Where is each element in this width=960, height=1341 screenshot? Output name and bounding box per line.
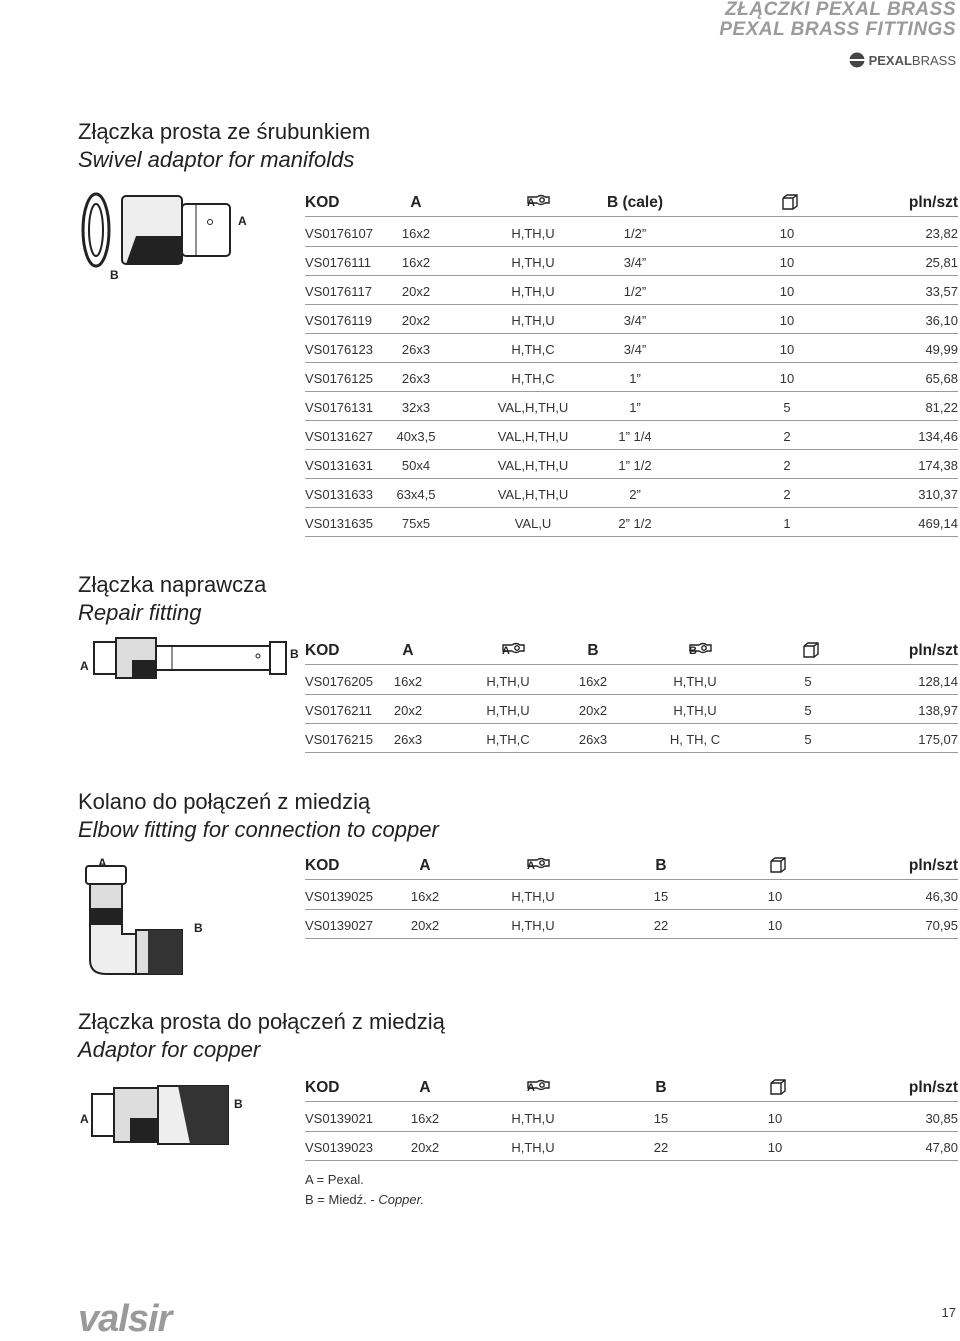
header-cell-5: pln/szt — [908, 857, 958, 874]
note-b-text: B = Miedź. - — [305, 1192, 379, 1207]
table-cell: 81,22 — [925, 400, 958, 415]
table-header — [305, 856, 958, 876]
table-cell: 22 — [653, 918, 669, 933]
table-cell: 3/4” — [623, 255, 647, 270]
table-cell: 1/2” — [623, 284, 647, 299]
header-title-pl: ZŁĄCZKI PEXAL BRASS — [725, 0, 956, 20]
header-cell-1: A — [402, 642, 414, 659]
table-cell: VAL,U — [514, 516, 552, 531]
table-cell: 47,80 — [925, 1140, 958, 1155]
table-divider — [305, 391, 958, 392]
header-cell-1: A — [419, 857, 431, 874]
table-cell: 33,57 — [925, 284, 958, 299]
table-cell: H,TH,U — [511, 255, 555, 270]
table-cell: 46,30 — [925, 889, 958, 904]
table-cell: VAL,H,TH,U — [497, 458, 569, 473]
table-cell: VAL,H,TH,U — [497, 400, 569, 415]
header-cell-2 — [527, 193, 535, 211]
table-row — [305, 487, 958, 507]
table-cell: VS0131633 — [305, 487, 373, 502]
table-header — [305, 193, 958, 213]
elbow-fitting-image — [76, 864, 196, 980]
section-4-title-pl: Złączka prosta do połączeń z miedzią — [78, 1009, 445, 1034]
section-4-label-b: B — [234, 1097, 243, 1111]
section-3-title-en: Elbow fitting for connection to copper — [78, 817, 439, 842]
wrench-icon — [527, 1078, 551, 1097]
header-cell-3: B — [587, 642, 599, 659]
table-divider — [305, 938, 958, 939]
table-cell: 469,14 — [918, 516, 958, 531]
tool-label: A — [502, 645, 510, 657]
table-cell: VS0139025 — [305, 889, 373, 904]
table-row — [305, 458, 958, 478]
table-cell: 10 — [767, 1140, 783, 1155]
table-cell: 49,99 — [925, 342, 958, 357]
table-cell: 2 — [783, 487, 791, 502]
wrench-icon — [689, 641, 713, 660]
table-header — [305, 641, 958, 661]
table-divider — [305, 507, 958, 508]
table-cell: 2” — [629, 487, 641, 502]
table-cell: 10 — [779, 342, 795, 357]
table-cell: 5 — [804, 732, 812, 747]
table-cell: 1” — [629, 371, 641, 386]
table-cell: VS0139027 — [305, 918, 373, 933]
header-cell-1: A — [419, 1079, 431, 1096]
section-3-title-pl: Kolano do połączeń z miedzią — [78, 789, 371, 814]
copper-adaptor-image — [90, 1080, 234, 1150]
table-cell: 1 — [783, 516, 791, 531]
table-divider — [305, 752, 958, 753]
section-2-table — [305, 641, 958, 761]
table-cell: 26x3 — [401, 371, 431, 386]
section-4-title-en: Adaptor for copper — [78, 1037, 261, 1062]
header-cell-5: pln/szt — [908, 1079, 958, 1096]
table-row — [305, 284, 958, 304]
table-row — [305, 342, 958, 362]
table-cell: 1” 1/2 — [618, 458, 652, 473]
table-cell: H,TH,U — [511, 284, 555, 299]
table-cell: H,TH,C — [511, 342, 555, 357]
table-cell: 36,10 — [925, 313, 958, 328]
table-divider — [305, 478, 958, 479]
table-divider — [305, 664, 958, 665]
tool-label: B — [689, 645, 697, 657]
brand-logo — [849, 52, 956, 68]
header-cell-3: B (cale) — [607, 194, 663, 211]
table-cell: VS0176211 — [305, 703, 372, 718]
table-cell: VS0176215 — [305, 732, 373, 747]
table-cell: 2 — [783, 458, 791, 473]
table-divider — [305, 216, 958, 217]
header-title-en: PEXAL BRASS FITTINGS — [719, 19, 956, 40]
table-cell: H,TH,U — [511, 1111, 555, 1126]
table-cell: 128,14 — [918, 674, 958, 689]
table-cell: VS0131631 — [305, 458, 373, 473]
tool-label: A — [527, 197, 535, 209]
header-cell-4 — [689, 641, 697, 659]
wrench-icon — [527, 193, 551, 212]
table-cell: VS0131635 — [305, 516, 373, 531]
table-divider — [305, 723, 958, 724]
table-cell: 3/4” — [623, 313, 647, 328]
table-divider — [305, 1101, 958, 1102]
header-cell-0: KOD — [305, 1079, 340, 1096]
table-row — [305, 732, 958, 752]
section-3-table — [305, 856, 958, 946]
swivel-adaptor-image — [76, 188, 256, 288]
table-cell: 30,85 — [925, 1111, 958, 1126]
table-cell: 1” 1/4 — [618, 429, 652, 444]
table-cell: 26x3 — [393, 732, 423, 747]
section-2-title-pl: Złączka naprawcza — [78, 572, 267, 597]
table-divider — [305, 333, 958, 334]
table-cell: 16x2 — [578, 674, 608, 689]
wrench-icon — [527, 856, 551, 875]
table-cell: H,TH,U — [486, 703, 530, 718]
table-cell: 16x2 — [401, 226, 431, 241]
table-cell: 50x4 — [401, 458, 431, 473]
section-4-table — [305, 1078, 958, 1168]
table-cell: 175,07 — [918, 732, 958, 747]
table-cell: VS0176117 — [305, 284, 372, 299]
table-cell: H,TH,U — [511, 889, 555, 904]
section-2-title — [78, 571, 266, 627]
table-cell: H,TH,U — [486, 674, 530, 689]
table-cell: 20x2 — [410, 918, 440, 933]
section-1-title-pl: Złączka prosta ze śrubunkiem — [78, 119, 371, 144]
package-icon — [769, 857, 787, 878]
table-row — [305, 400, 958, 420]
header-cell-3: B — [655, 857, 667, 874]
brand-bold: PEXAL — [868, 52, 912, 68]
table-row — [305, 703, 958, 723]
table-cell: H,TH,U — [673, 674, 717, 689]
table-cell: 25,81 — [925, 255, 958, 270]
section-1-table — [305, 193, 958, 543]
table-cell: 26x3 — [401, 342, 431, 357]
table-cell: 10 — [779, 284, 795, 299]
tool-label: A — [527, 1082, 535, 1094]
table-divider — [305, 275, 958, 276]
table-cell: 20x2 — [410, 1140, 440, 1155]
table-cell: VS0139023 — [305, 1140, 373, 1155]
section-3-label-a: A — [98, 856, 107, 870]
table-cell: VS0176111 — [305, 255, 372, 270]
table-cell: H,TH,U — [511, 226, 555, 241]
table-divider — [305, 362, 958, 363]
package-icon — [781, 194, 799, 215]
section-3-label-b: B — [194, 921, 203, 935]
table-cell: H,TH,U — [673, 703, 717, 718]
table-cell: 15 — [653, 889, 669, 904]
header-cell-5: pln/szt — [908, 194, 958, 211]
table-row — [305, 1140, 958, 1160]
valsir-logo: valsir — [78, 1298, 172, 1340]
table-cell: 26x3 — [578, 732, 608, 747]
package-icon — [769, 1079, 787, 1100]
header-cell-0: KOD — [305, 194, 340, 211]
table-cell: VS0131627 — [305, 429, 373, 444]
section-1-title — [78, 118, 370, 174]
header-cell-3: B — [655, 1079, 667, 1096]
table-cell: 10 — [779, 371, 795, 386]
table-cell: VS0176205 — [305, 674, 373, 689]
table-cell: 15 — [653, 1111, 669, 1126]
table-cell: 174,38 — [918, 458, 958, 473]
table-cell: 63x4,5 — [396, 487, 436, 502]
table-cell: 16x2 — [401, 255, 431, 270]
table-row — [305, 226, 958, 246]
header-cell-2 — [527, 856, 535, 874]
table-cell: 20x2 — [393, 703, 423, 718]
table-cell: 134,46 — [918, 429, 958, 444]
section-1-label-a: A — [238, 214, 247, 228]
table-divider — [305, 246, 958, 247]
section-2-title-en: Repair fitting — [78, 600, 202, 625]
table-cell: 10 — [779, 226, 795, 241]
table-cell: 138,97 — [918, 703, 958, 718]
note-a: A = Pexal. — [305, 1172, 364, 1187]
table-cell: 5 — [783, 400, 791, 415]
table-divider — [305, 909, 958, 910]
table-cell: H,TH,U — [511, 1140, 555, 1155]
table-divider — [305, 449, 958, 450]
table-cell: VS0176123 — [305, 342, 373, 357]
table-cell: 1/2” — [623, 226, 647, 241]
header-cell-1: A — [410, 194, 422, 211]
header-cell-0: KOD — [305, 642, 340, 659]
table-cell: 32x3 — [401, 400, 431, 415]
table-row — [305, 674, 958, 694]
table-cell: 3/4” — [623, 342, 647, 357]
table-row — [305, 1111, 958, 1131]
table-divider — [305, 1131, 958, 1132]
page-header — [719, 0, 956, 40]
table-divider — [305, 1160, 958, 1161]
section-1-label-b: B — [110, 268, 119, 282]
header-cell-6: pln/szt — [908, 642, 958, 659]
table-cell: H,TH,C — [486, 732, 530, 747]
note-b-italic: Copper. — [378, 1192, 425, 1207]
table-header — [305, 1078, 958, 1098]
table-cell: 10 — [767, 1111, 783, 1126]
table-cell: 16x2 — [410, 1111, 440, 1126]
table-divider — [305, 420, 958, 421]
table-row — [305, 889, 958, 909]
table-cell: 20x2 — [401, 284, 431, 299]
table-cell: 20x2 — [578, 703, 608, 718]
section-2-label-b: B — [290, 647, 299, 661]
table-cell: 75x5 — [401, 516, 431, 531]
table-row — [305, 255, 958, 275]
section-3-title — [78, 788, 439, 844]
section-4-title — [78, 1008, 445, 1064]
table-cell: 2 — [783, 429, 791, 444]
table-row — [305, 918, 958, 938]
header-cell-2 — [527, 1078, 535, 1096]
table-divider — [305, 536, 958, 537]
table-cell: 65,68 — [925, 371, 958, 386]
table-row — [305, 371, 958, 391]
package-icon — [802, 642, 820, 663]
section-4-label-a: A — [80, 1112, 89, 1126]
table-cell: 20x2 — [401, 313, 431, 328]
table-cell: 22 — [653, 1140, 669, 1155]
header-cell-0: KOD — [305, 857, 340, 874]
table-row — [305, 313, 958, 333]
table-divider — [305, 304, 958, 305]
table-cell: 10 — [779, 255, 795, 270]
table-cell: VS0176119 — [305, 313, 372, 328]
table-cell: H, TH, C — [669, 732, 721, 747]
table-cell: 16x2 — [410, 889, 440, 904]
note-b — [305, 1192, 424, 1207]
table-row — [305, 516, 958, 536]
tool-label: A — [527, 860, 535, 872]
section-2-label-a: A — [80, 659, 89, 673]
wrench-icon — [502, 641, 526, 660]
repair-fitting-image — [92, 632, 290, 684]
table-cell: 23,82 — [925, 226, 958, 241]
table-cell: VS0176131 — [305, 400, 373, 415]
brand-light: BRASS — [911, 52, 956, 68]
table-cell: 1” — [629, 400, 641, 415]
page-number: 17 — [941, 1305, 956, 1320]
table-cell: H,TH,C — [511, 371, 555, 386]
table-divider — [305, 694, 958, 695]
table-divider — [305, 879, 958, 880]
table-cell: 70,95 — [925, 918, 958, 933]
pexal-logo-icon — [849, 52, 865, 68]
section-1-title-en: Swivel adaptor for manifolds — [78, 147, 355, 172]
table-cell: H,TH,U — [511, 918, 555, 933]
table-cell: 16x2 — [393, 674, 423, 689]
table-cell: VS0139021 — [305, 1111, 373, 1126]
table-cell: 10 — [779, 313, 795, 328]
table-cell: 10 — [767, 889, 783, 904]
header-cell-2 — [502, 641, 510, 659]
table-cell: VAL,H,TH,U — [497, 487, 569, 502]
table-row — [305, 429, 958, 449]
table-cell: H,TH,U — [511, 313, 555, 328]
table-cell: 5 — [804, 674, 812, 689]
table-cell: VS0176107 — [305, 226, 373, 241]
table-cell: 2” 1/2 — [618, 516, 652, 531]
table-cell: 40x3,5 — [396, 429, 436, 444]
table-cell: VS0176125 — [305, 371, 373, 386]
table-cell: 5 — [804, 703, 812, 718]
table-cell: 310,37 — [918, 487, 958, 502]
table-cell: VAL,H,TH,U — [497, 429, 569, 444]
table-cell: 10 — [767, 918, 783, 933]
